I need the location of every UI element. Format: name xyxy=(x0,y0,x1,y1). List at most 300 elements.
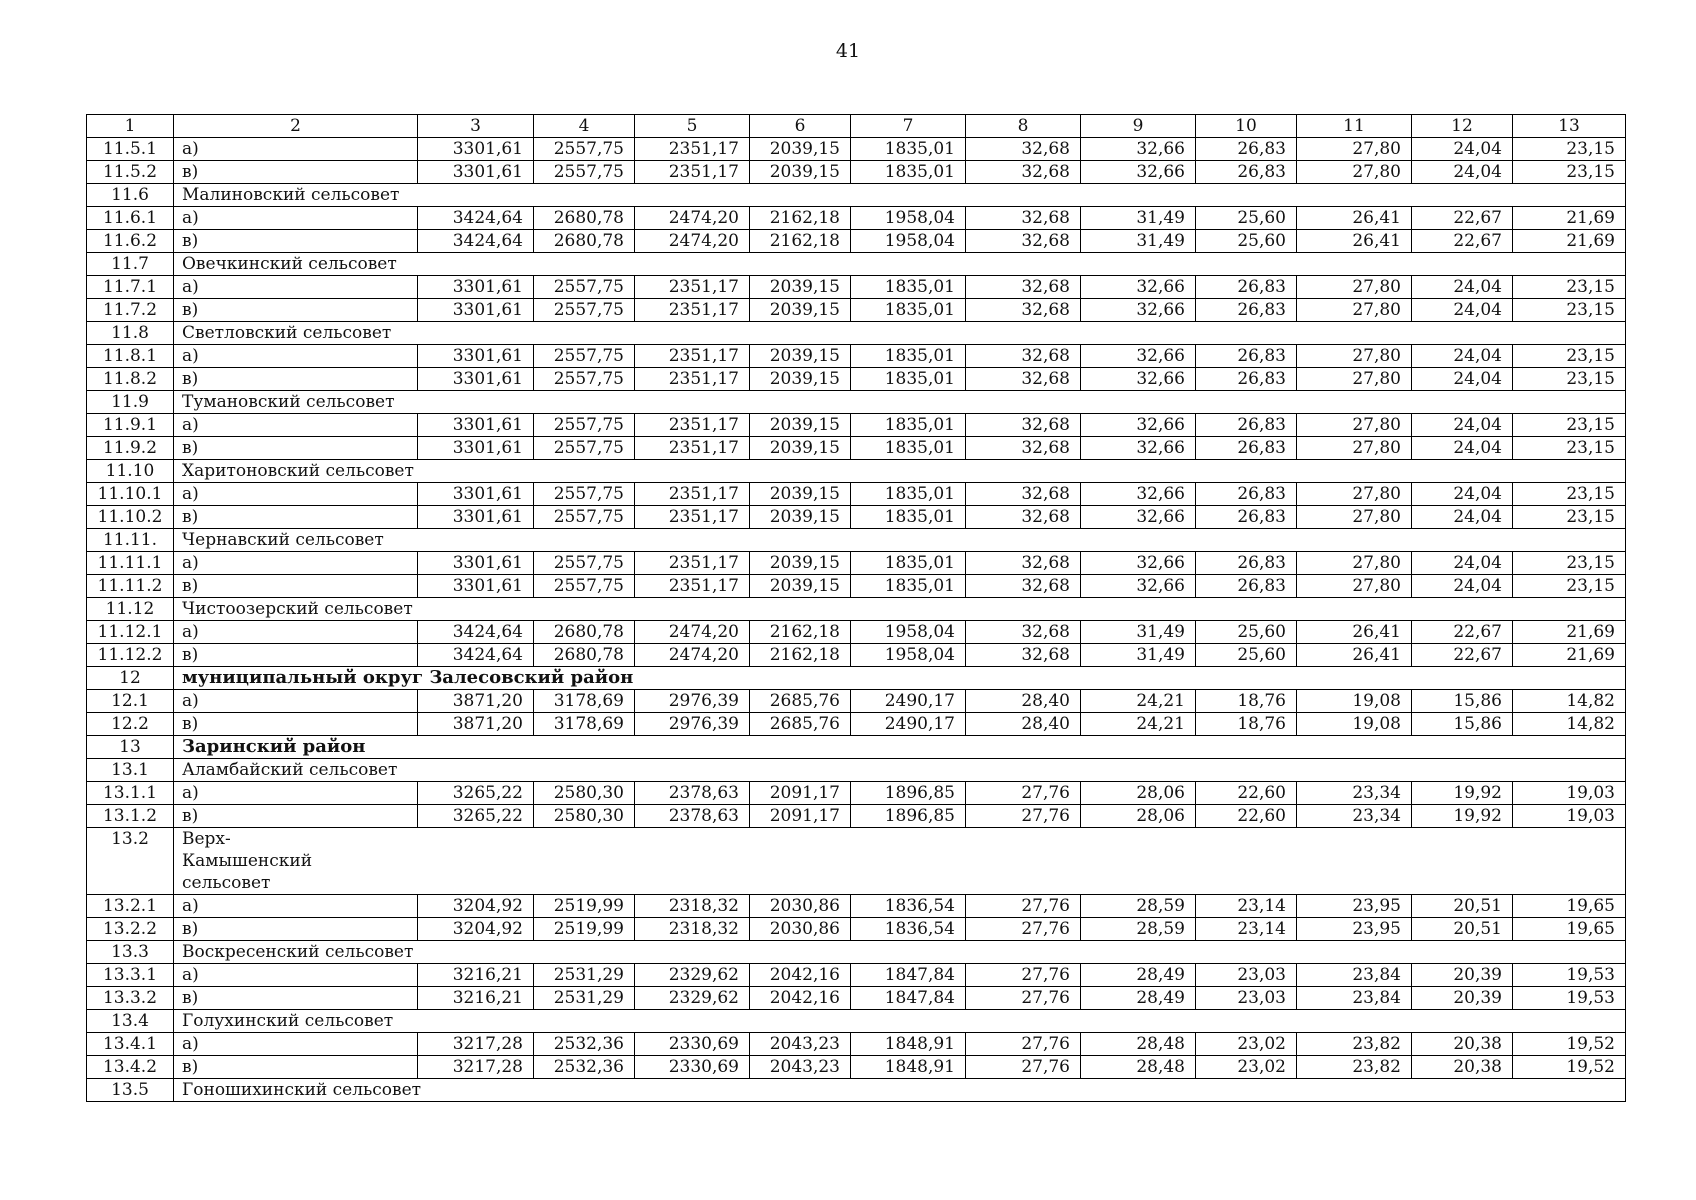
section-row xyxy=(87,184,1626,207)
table-row xyxy=(87,552,1626,575)
value-cell: 2474,20 xyxy=(635,621,750,644)
row-label: в) xyxy=(174,161,418,184)
value-cell: 23,95 xyxy=(1297,918,1412,941)
value-cell: 2042,16 xyxy=(750,987,851,1010)
value-cell: 2042,16 xyxy=(750,964,851,987)
table-row xyxy=(87,575,1626,598)
value-cell: 2976,39 xyxy=(635,690,750,713)
row-number: 11.8.1 xyxy=(87,345,174,368)
value-cell: 27,80 xyxy=(1297,414,1412,437)
value-cell: 2329,62 xyxy=(635,987,750,1010)
value-cell: 21,69 xyxy=(1513,621,1626,644)
row-number: 13.2.1 xyxy=(87,895,174,918)
value-cell: 27,80 xyxy=(1297,161,1412,184)
value-cell: 1896,85 xyxy=(851,805,966,828)
value-cell: 32,68 xyxy=(966,345,1081,368)
value-cell: 26,83 xyxy=(1196,368,1297,391)
row-number: 13.3 xyxy=(87,941,174,964)
value-cell: 2043,23 xyxy=(750,1033,851,1056)
value-cell: 26,83 xyxy=(1196,138,1297,161)
section-title: Чистоозерский сельсовет xyxy=(174,598,1626,621)
value-cell: 3424,64 xyxy=(418,230,534,253)
value-cell: 32,68 xyxy=(966,437,1081,460)
value-cell: 24,04 xyxy=(1412,414,1513,437)
table-row xyxy=(87,230,1626,253)
row-number: 11.8 xyxy=(87,322,174,345)
row-number: 11.5.2 xyxy=(87,161,174,184)
value-cell: 2557,75 xyxy=(534,575,635,598)
value-cell: 27,80 xyxy=(1297,552,1412,575)
section-row xyxy=(87,736,1626,759)
value-cell: 3424,64 xyxy=(418,644,534,667)
row-label: в) xyxy=(174,1056,418,1079)
row-number: 13.4 xyxy=(87,1010,174,1033)
table-row xyxy=(87,1056,1626,1079)
value-cell: 28,06 xyxy=(1081,782,1196,805)
value-cell: 25,60 xyxy=(1196,621,1297,644)
value-cell: 2474,20 xyxy=(635,644,750,667)
value-cell: 32,68 xyxy=(966,207,1081,230)
value-cell: 2329,62 xyxy=(635,964,750,987)
row-number: 13.1.2 xyxy=(87,805,174,828)
row-number: 11.11.2 xyxy=(87,575,174,598)
value-cell: 1835,01 xyxy=(851,368,966,391)
row-number: 11.10.1 xyxy=(87,483,174,506)
value-cell: 31,49 xyxy=(1081,621,1196,644)
value-cell: 2680,78 xyxy=(534,207,635,230)
table-row xyxy=(87,782,1626,805)
value-cell: 23,84 xyxy=(1297,987,1412,1010)
value-cell: 32,66 xyxy=(1081,138,1196,161)
section-title: Чернавский сельсовет xyxy=(174,529,1626,552)
section-title: Тумановский сельсовет xyxy=(174,391,1626,414)
value-cell: 20,39 xyxy=(1412,964,1513,987)
row-number: 11.10 xyxy=(87,460,174,483)
value-cell: 3424,64 xyxy=(418,621,534,644)
table-row xyxy=(87,345,1626,368)
table-row xyxy=(87,690,1626,713)
section-row xyxy=(87,1010,1626,1033)
row-number: 13.1 xyxy=(87,759,174,782)
value-cell: 2685,76 xyxy=(750,713,851,736)
row-label: в) xyxy=(174,805,418,828)
value-cell: 32,68 xyxy=(966,506,1081,529)
value-cell: 27,80 xyxy=(1297,276,1412,299)
value-cell: 1847,84 xyxy=(851,964,966,987)
value-cell: 1835,01 xyxy=(851,437,966,460)
value-cell: 2557,75 xyxy=(534,506,635,529)
value-cell: 1848,91 xyxy=(851,1056,966,1079)
row-number: 12 xyxy=(87,667,174,690)
value-cell: 2557,75 xyxy=(534,161,635,184)
value-cell: 24,04 xyxy=(1412,575,1513,598)
row-number: 11.9.1 xyxy=(87,414,174,437)
value-cell: 15,86 xyxy=(1412,690,1513,713)
value-cell: 27,80 xyxy=(1297,299,1412,322)
value-cell: 28,40 xyxy=(966,713,1081,736)
value-cell: 26,83 xyxy=(1196,299,1297,322)
value-cell: 28,59 xyxy=(1081,918,1196,941)
value-cell: 2318,32 xyxy=(635,895,750,918)
section-row xyxy=(87,391,1626,414)
value-cell: 23,15 xyxy=(1513,506,1626,529)
section-row xyxy=(87,941,1626,964)
section-title: Воскресенский сельсовет xyxy=(174,941,1626,964)
value-cell: 19,03 xyxy=(1513,805,1626,828)
row-label: а) xyxy=(174,782,418,805)
table-row xyxy=(87,805,1626,828)
row-label: а) xyxy=(174,483,418,506)
value-cell: 23,15 xyxy=(1513,437,1626,460)
value-cell: 2531,29 xyxy=(534,964,635,987)
value-cell: 1958,04 xyxy=(851,644,966,667)
value-cell: 18,76 xyxy=(1196,690,1297,713)
value-cell: 2532,36 xyxy=(534,1033,635,1056)
tariff-table xyxy=(86,114,1626,1102)
row-label: в) xyxy=(174,713,418,736)
value-cell: 32,68 xyxy=(966,299,1081,322)
table-row xyxy=(87,368,1626,391)
value-cell: 3178,69 xyxy=(534,713,635,736)
value-cell: 24,04 xyxy=(1412,276,1513,299)
section-title: Светловский сельсовет xyxy=(174,322,1626,345)
value-cell: 2091,17 xyxy=(750,782,851,805)
value-cell: 26,41 xyxy=(1297,644,1412,667)
value-cell: 2030,86 xyxy=(750,918,851,941)
value-cell: 2680,78 xyxy=(534,644,635,667)
row-number: 11.6 xyxy=(87,184,174,207)
value-cell: 27,76 xyxy=(966,1033,1081,1056)
value-cell: 23,15 xyxy=(1513,161,1626,184)
section-row xyxy=(87,828,1626,895)
value-cell: 2162,18 xyxy=(750,230,851,253)
value-cell: 25,60 xyxy=(1196,207,1297,230)
value-cell: 3301,61 xyxy=(418,299,534,322)
header-cell: 13 xyxy=(1513,115,1626,138)
section-title: Овечкинский сельсовет xyxy=(174,253,1626,276)
value-cell: 27,80 xyxy=(1297,437,1412,460)
value-cell: 3301,61 xyxy=(418,506,534,529)
row-number: 13.3.1 xyxy=(87,964,174,987)
value-cell: 32,68 xyxy=(966,414,1081,437)
value-cell: 22,67 xyxy=(1412,230,1513,253)
row-label: а) xyxy=(174,552,418,575)
value-cell: 3301,61 xyxy=(418,483,534,506)
value-cell: 2039,15 xyxy=(750,575,851,598)
row-label: в) xyxy=(174,368,418,391)
row-label: в) xyxy=(174,230,418,253)
value-cell: 3424,64 xyxy=(418,207,534,230)
value-cell: 1835,01 xyxy=(851,575,966,598)
value-cell: 32,66 xyxy=(1081,437,1196,460)
value-cell: 3301,61 xyxy=(418,276,534,299)
value-cell: 2039,15 xyxy=(750,138,851,161)
value-cell: 27,80 xyxy=(1297,483,1412,506)
value-cell: 3217,28 xyxy=(418,1056,534,1079)
value-cell: 32,66 xyxy=(1081,414,1196,437)
value-cell: 19,65 xyxy=(1513,918,1626,941)
value-cell: 23,15 xyxy=(1513,138,1626,161)
value-cell: 1958,04 xyxy=(851,230,966,253)
value-cell: 25,60 xyxy=(1196,230,1297,253)
value-cell: 2557,75 xyxy=(534,368,635,391)
value-cell: 21,69 xyxy=(1513,230,1626,253)
value-cell: 3301,61 xyxy=(418,161,534,184)
value-cell: 22,60 xyxy=(1196,782,1297,805)
value-cell: 2039,15 xyxy=(750,368,851,391)
header-cell: 6 xyxy=(750,115,851,138)
value-cell: 2557,75 xyxy=(534,138,635,161)
value-cell: 26,83 xyxy=(1196,345,1297,368)
value-cell: 19,53 xyxy=(1513,964,1626,987)
value-cell: 19,92 xyxy=(1412,805,1513,828)
value-cell: 28,59 xyxy=(1081,895,1196,918)
value-cell: 32,68 xyxy=(966,161,1081,184)
value-cell: 14,82 xyxy=(1513,713,1626,736)
value-cell: 32,66 xyxy=(1081,299,1196,322)
header-cell: 11 xyxy=(1297,115,1412,138)
table-row xyxy=(87,964,1626,987)
table-body xyxy=(87,115,1626,1102)
value-cell: 19,52 xyxy=(1513,1033,1626,1056)
row-number: 11.9.2 xyxy=(87,437,174,460)
value-cell: 25,60 xyxy=(1196,644,1297,667)
value-cell: 3301,61 xyxy=(418,575,534,598)
row-number: 13.5 xyxy=(87,1079,174,1102)
value-cell: 20,51 xyxy=(1412,895,1513,918)
value-cell: 23,15 xyxy=(1513,368,1626,391)
value-cell: 23,84 xyxy=(1297,964,1412,987)
page-number: 41 xyxy=(835,40,861,62)
value-cell: 27,80 xyxy=(1297,575,1412,598)
value-cell: 2351,17 xyxy=(635,552,750,575)
row-number: 13.4.2 xyxy=(87,1056,174,1079)
row-number: 11.9 xyxy=(87,391,174,414)
value-cell: 2685,76 xyxy=(750,690,851,713)
value-cell: 2039,15 xyxy=(750,483,851,506)
value-cell: 15,86 xyxy=(1412,713,1513,736)
value-cell: 26,41 xyxy=(1297,207,1412,230)
value-cell: 2378,63 xyxy=(635,805,750,828)
value-cell: 2378,63 xyxy=(635,782,750,805)
value-cell: 28,49 xyxy=(1081,964,1196,987)
value-cell: 26,83 xyxy=(1196,414,1297,437)
value-cell: 2351,17 xyxy=(635,414,750,437)
value-cell: 27,80 xyxy=(1297,138,1412,161)
row-label: а) xyxy=(174,621,418,644)
value-cell: 2557,75 xyxy=(534,276,635,299)
value-cell: 2976,39 xyxy=(635,713,750,736)
value-cell: 24,04 xyxy=(1412,368,1513,391)
value-cell: 32,68 xyxy=(966,621,1081,644)
table-row xyxy=(87,483,1626,506)
header-cell: 3 xyxy=(418,115,534,138)
row-label: в) xyxy=(174,506,418,529)
table-row xyxy=(87,644,1626,667)
section-row xyxy=(87,759,1626,782)
row-label: а) xyxy=(174,345,418,368)
value-cell: 2351,17 xyxy=(635,506,750,529)
value-cell: 2039,15 xyxy=(750,161,851,184)
value-cell: 2557,75 xyxy=(534,552,635,575)
table-row xyxy=(87,207,1626,230)
value-cell: 2680,78 xyxy=(534,621,635,644)
value-cell: 2680,78 xyxy=(534,230,635,253)
row-label: в) xyxy=(174,437,418,460)
value-cell: 23,15 xyxy=(1513,552,1626,575)
value-cell: 27,80 xyxy=(1297,345,1412,368)
value-cell: 1835,01 xyxy=(851,299,966,322)
value-cell: 3178,69 xyxy=(534,690,635,713)
table-row xyxy=(87,138,1626,161)
value-cell: 2351,17 xyxy=(635,345,750,368)
table-row xyxy=(87,1033,1626,1056)
header-cell: 9 xyxy=(1081,115,1196,138)
value-cell: 3204,92 xyxy=(418,895,534,918)
value-cell: 3301,61 xyxy=(418,345,534,368)
value-cell: 2030,86 xyxy=(750,895,851,918)
value-cell: 1835,01 xyxy=(851,276,966,299)
value-cell: 32,68 xyxy=(966,644,1081,667)
value-cell: 1835,01 xyxy=(851,161,966,184)
value-cell: 19,92 xyxy=(1412,782,1513,805)
row-label: а) xyxy=(174,690,418,713)
value-cell: 2351,17 xyxy=(635,368,750,391)
value-cell: 2580,30 xyxy=(534,782,635,805)
section-title: Голухинский сельсовет xyxy=(174,1010,1626,1033)
row-label: а) xyxy=(174,207,418,230)
value-cell: 2580,30 xyxy=(534,805,635,828)
value-cell: 26,83 xyxy=(1196,506,1297,529)
row-number: 12.2 xyxy=(87,713,174,736)
value-cell: 14,82 xyxy=(1513,690,1626,713)
value-cell: 23,15 xyxy=(1513,575,1626,598)
value-cell: 1835,01 xyxy=(851,138,966,161)
value-cell: 23,02 xyxy=(1196,1056,1297,1079)
row-label: а) xyxy=(174,414,418,437)
row-number: 11.7.1 xyxy=(87,276,174,299)
row-number: 13 xyxy=(87,736,174,759)
value-cell: 27,76 xyxy=(966,1056,1081,1079)
section-title: Аламбайский сельсовет xyxy=(174,759,1626,782)
value-cell: 3216,21 xyxy=(418,987,534,1010)
value-cell: 2557,75 xyxy=(534,299,635,322)
row-number: 11.5.1 xyxy=(87,138,174,161)
value-cell: 24,04 xyxy=(1412,483,1513,506)
value-cell: 32,68 xyxy=(966,575,1081,598)
value-cell: 26,83 xyxy=(1196,276,1297,299)
table-row xyxy=(87,161,1626,184)
section-title: Малиновский сельсовет xyxy=(174,184,1626,207)
value-cell: 2474,20 xyxy=(635,230,750,253)
value-cell: 2039,15 xyxy=(750,276,851,299)
value-cell: 3265,22 xyxy=(418,782,534,805)
value-cell: 20,51 xyxy=(1412,918,1513,941)
value-cell: 28,40 xyxy=(966,690,1081,713)
value-cell: 23,82 xyxy=(1297,1056,1412,1079)
value-cell: 2091,17 xyxy=(750,805,851,828)
table-row xyxy=(87,621,1626,644)
value-cell: 2351,17 xyxy=(635,276,750,299)
row-label: а) xyxy=(174,1033,418,1056)
value-cell: 24,04 xyxy=(1412,506,1513,529)
value-cell: 2039,15 xyxy=(750,345,851,368)
header-cell: 2 xyxy=(174,115,418,138)
value-cell: 24,04 xyxy=(1412,552,1513,575)
value-cell: 27,76 xyxy=(966,805,1081,828)
value-cell: 1835,01 xyxy=(851,552,966,575)
value-cell: 32,66 xyxy=(1081,552,1196,575)
value-cell: 26,83 xyxy=(1196,161,1297,184)
value-cell: 1958,04 xyxy=(851,621,966,644)
value-cell: 2557,75 xyxy=(534,345,635,368)
table-row xyxy=(87,299,1626,322)
row-label: а) xyxy=(174,276,418,299)
value-cell: 28,06 xyxy=(1081,805,1196,828)
value-cell: 28,48 xyxy=(1081,1033,1196,1056)
value-cell: 32,68 xyxy=(966,483,1081,506)
section-title: Заринский район xyxy=(174,736,1626,759)
row-number: 11.8.2 xyxy=(87,368,174,391)
value-cell: 19,52 xyxy=(1513,1056,1626,1079)
value-cell: 2351,17 xyxy=(635,138,750,161)
section-row xyxy=(87,598,1626,621)
row-label: в) xyxy=(174,644,418,667)
value-cell: 23,34 xyxy=(1297,782,1412,805)
value-cell: 27,76 xyxy=(966,987,1081,1010)
value-cell: 2162,18 xyxy=(750,644,851,667)
value-cell: 22,60 xyxy=(1196,805,1297,828)
value-cell: 23,34 xyxy=(1297,805,1412,828)
value-cell: 23,03 xyxy=(1196,987,1297,1010)
value-cell: 31,49 xyxy=(1081,230,1196,253)
value-cell: 2490,17 xyxy=(851,713,966,736)
table-row xyxy=(87,713,1626,736)
row-label: в) xyxy=(174,299,418,322)
row-number: 11.6.1 xyxy=(87,207,174,230)
value-cell: 2531,29 xyxy=(534,987,635,1010)
header-cell: 12 xyxy=(1412,115,1513,138)
table-row xyxy=(87,987,1626,1010)
value-cell: 32,66 xyxy=(1081,368,1196,391)
row-label: в) xyxy=(174,918,418,941)
value-cell: 3216,21 xyxy=(418,964,534,987)
value-cell: 3301,61 xyxy=(418,414,534,437)
value-cell: 1835,01 xyxy=(851,506,966,529)
value-cell: 3301,61 xyxy=(418,437,534,460)
value-cell: 1896,85 xyxy=(851,782,966,805)
header-cell: 4 xyxy=(534,115,635,138)
row-number: 12.1 xyxy=(87,690,174,713)
table-row xyxy=(87,918,1626,941)
value-cell: 2557,75 xyxy=(534,414,635,437)
section-title: муниципальный округ Залесовский район xyxy=(174,667,1626,690)
row-number: 11.11.1 xyxy=(87,552,174,575)
table-row xyxy=(87,895,1626,918)
value-cell: 19,03 xyxy=(1513,782,1626,805)
value-cell: 2557,75 xyxy=(534,437,635,460)
row-number: 13.3.2 xyxy=(87,987,174,1010)
value-cell: 24,04 xyxy=(1412,345,1513,368)
value-cell: 22,67 xyxy=(1412,644,1513,667)
value-cell: 1836,54 xyxy=(851,918,966,941)
value-cell: 32,68 xyxy=(966,276,1081,299)
table-row xyxy=(87,414,1626,437)
value-cell: 24,04 xyxy=(1412,138,1513,161)
row-label: а) xyxy=(174,138,418,161)
value-cell: 23,14 xyxy=(1196,918,1297,941)
value-cell: 27,76 xyxy=(966,782,1081,805)
